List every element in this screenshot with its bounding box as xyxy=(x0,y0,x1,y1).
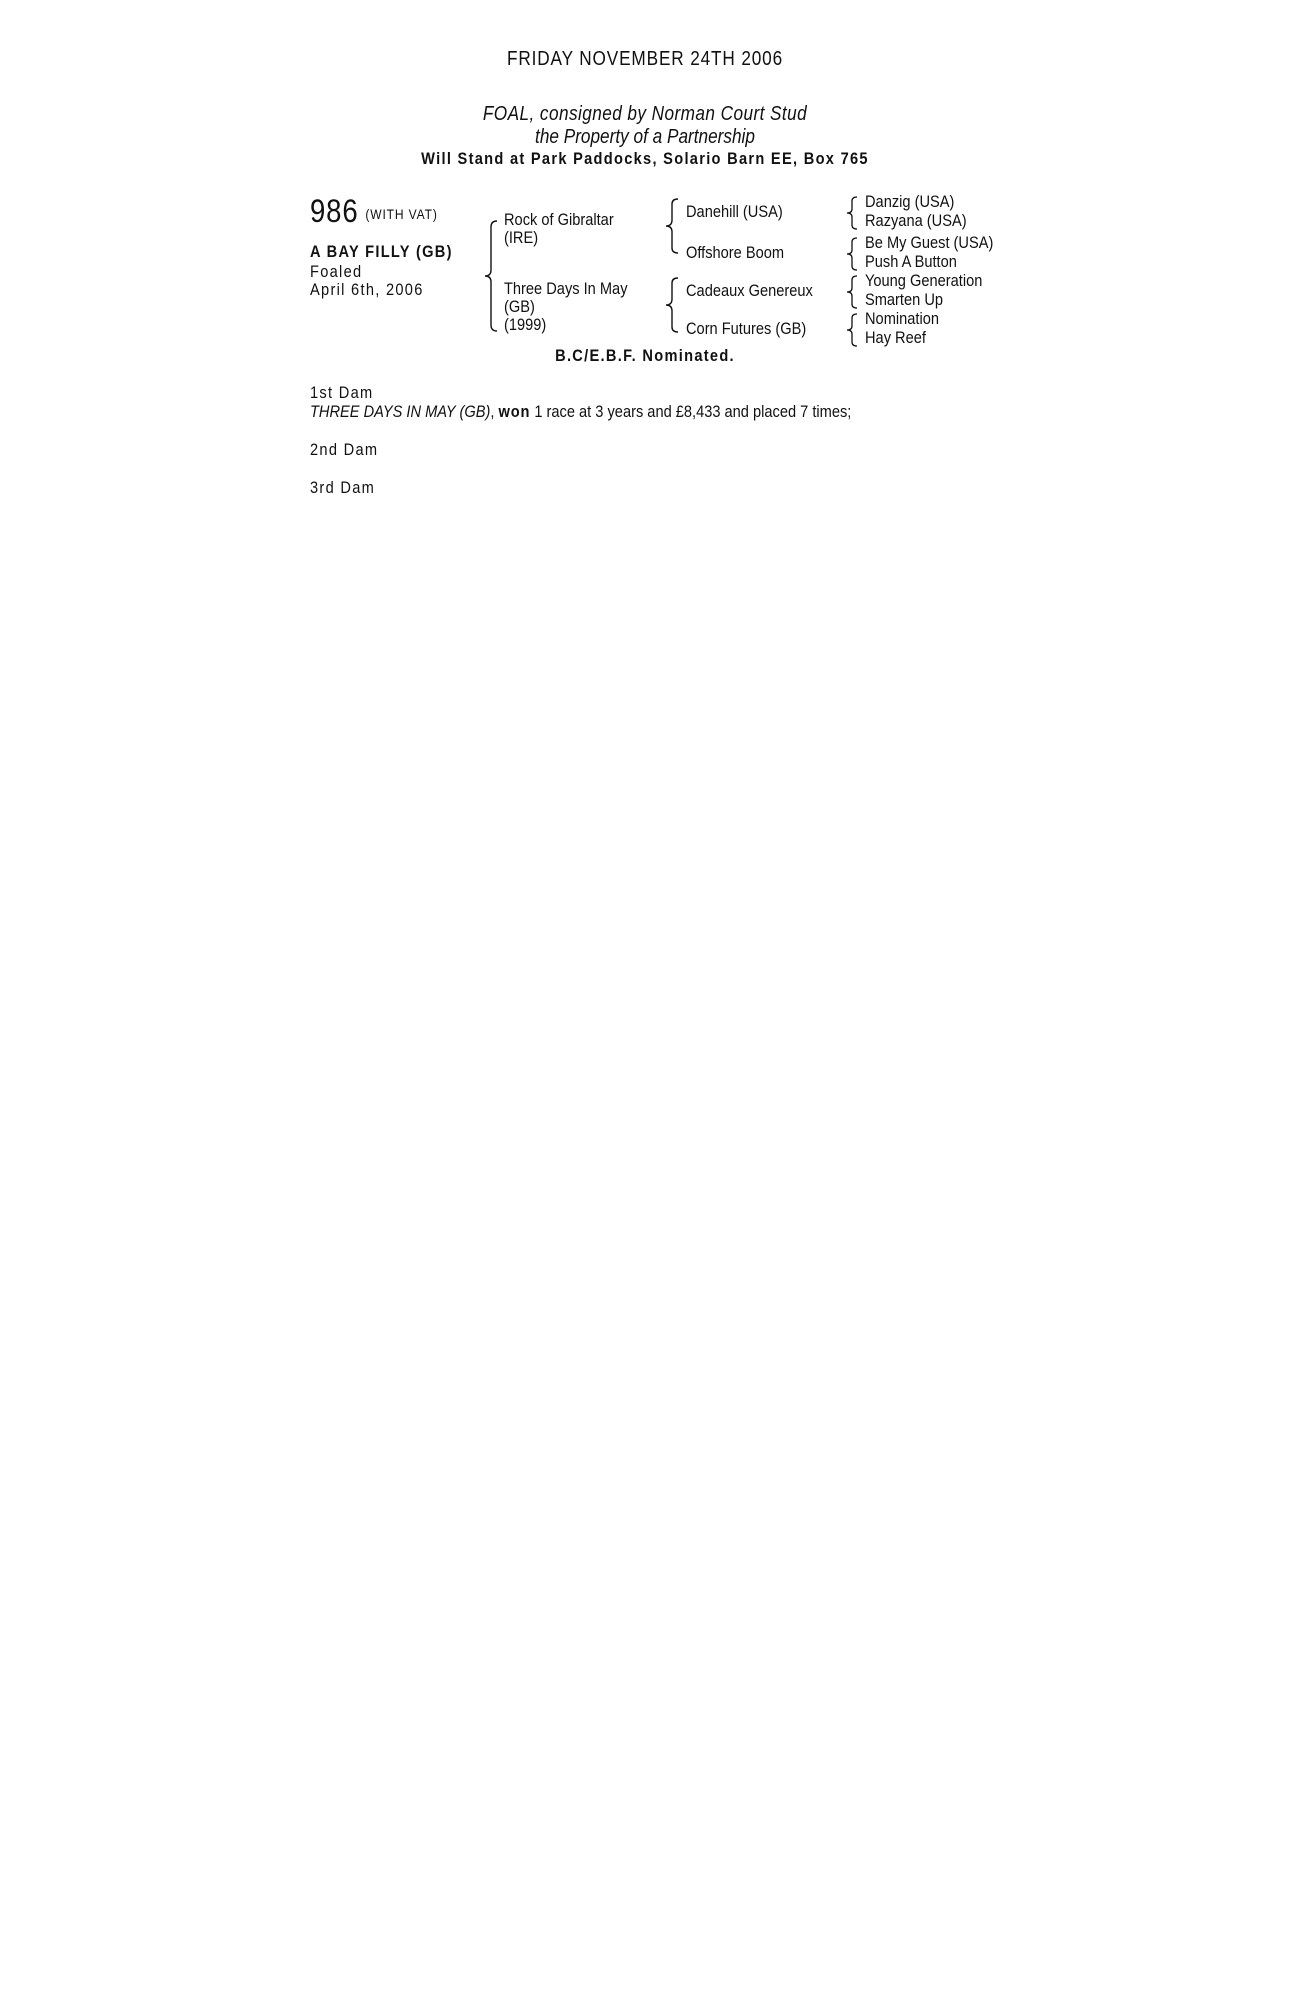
third-dam-section xyxy=(310,478,955,497)
ownership-line: the Property of a Partnership xyxy=(535,126,755,148)
pedigree-brace-main xyxy=(483,220,499,332)
second-dam-section xyxy=(310,440,955,459)
dam-name: Three Days In May xyxy=(504,279,628,298)
dam-year: (1999) xyxy=(504,315,547,334)
pedigree-gen3-1: Danzig (USA) xyxy=(865,192,955,211)
pedigree-dam-sire: Cadeaux Genereux xyxy=(686,281,813,300)
sire-country: (IRE) xyxy=(504,228,539,247)
pedigree-brace-g3-1 xyxy=(845,196,859,230)
foaled-date: April 6th, 2006 xyxy=(310,280,424,299)
lot-number-block xyxy=(310,193,438,230)
pedigree-gen3-2: Razyana (USA) xyxy=(865,211,967,230)
second-dam-heading: 2nd Dam xyxy=(310,440,379,459)
horse-name: A BAY FILLY (GB) xyxy=(310,242,453,261)
pedigree-gen3-5: Young Generation xyxy=(865,271,983,290)
pedigree-brace-g3-3 xyxy=(845,275,859,309)
pedigree-dam-dam: Corn Futures (GB) xyxy=(686,319,807,338)
consignor-line: FOAL, consigned by Norman Court Stud xyxy=(482,103,808,125)
first-dam-lines xyxy=(310,402,955,421)
text-run: , xyxy=(490,402,499,421)
text-run: won xyxy=(498,402,531,421)
pedigree-sire xyxy=(504,211,614,247)
produce-record xyxy=(310,383,955,497)
pedigree-dam xyxy=(504,280,628,334)
pedigree-gen3-3: Be My Guest (USA) xyxy=(865,233,994,252)
pedigree-brace-g3-2 xyxy=(845,237,859,271)
first-dam-heading: 1st Dam xyxy=(310,383,374,402)
third-dam-heading: 3rd Dam xyxy=(310,478,376,497)
foaled-label: Foaled xyxy=(310,262,363,281)
vat-label: (WITH VAT) xyxy=(365,205,438,222)
first-dam-section xyxy=(310,383,955,421)
pedigree-gen3-8: Hay Reef xyxy=(865,328,926,347)
text-run: THREE DAYS IN MAY (GB) xyxy=(310,402,491,421)
pedigree-sire-sire: Danehill (USA) xyxy=(686,202,783,221)
horse-description xyxy=(310,243,453,299)
pedigree-brace-g3-4 xyxy=(845,313,859,347)
pedigree-brace-sire xyxy=(664,198,680,254)
pedigree-gen3-4: Push A Button xyxy=(865,252,957,271)
pedigree-gen3-7: Nomination xyxy=(865,309,939,328)
dam-country: (GB) xyxy=(504,297,535,316)
pedigree-gen3-6: Smarten Up xyxy=(865,290,944,309)
text-run: 1 race at 3 years and £8,433 and placed 7 times; xyxy=(530,402,852,421)
lot-number: 986 xyxy=(310,193,359,229)
location-line: Will Stand at Park Paddocks, Solario Barn EE, Box 765 xyxy=(421,149,869,168)
record-line xyxy=(310,402,955,421)
pedigree-sire-dam: Offshore Boom xyxy=(686,243,785,262)
pedigree-brace-dam xyxy=(664,277,680,333)
sire-name: Rock of Gibraltar xyxy=(504,210,614,229)
date-header: FRIDAY NOVEMBER 24TH 2006 xyxy=(506,48,784,70)
nomination-note: B.C/E.B.F. Nominated. xyxy=(555,346,735,365)
